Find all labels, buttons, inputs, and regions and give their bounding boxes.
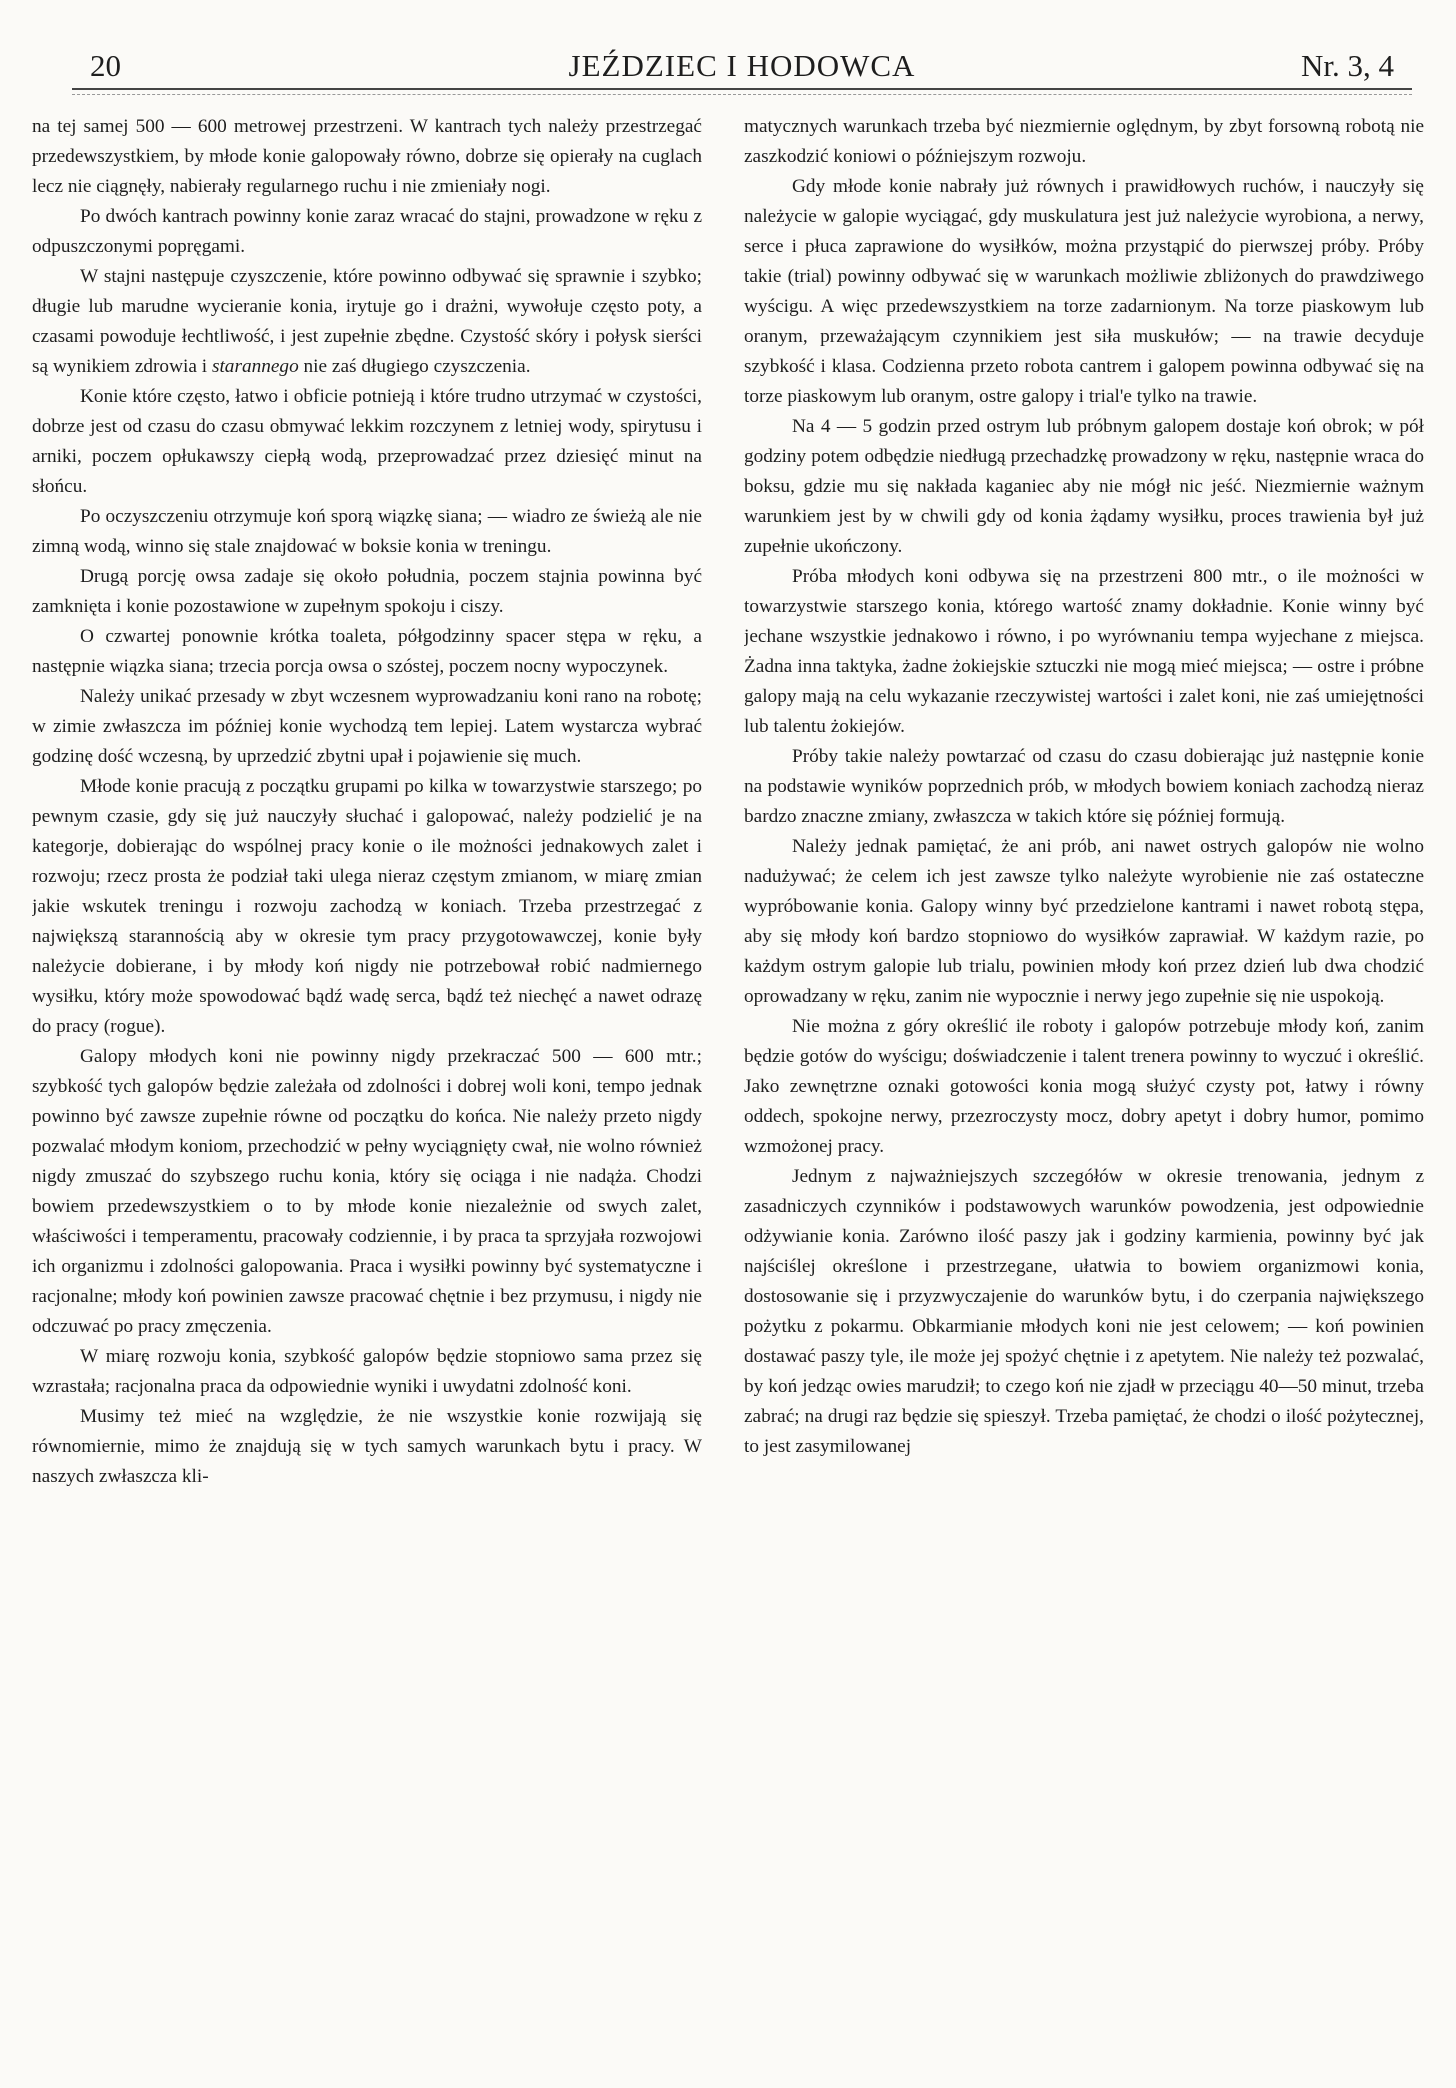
- paragraph: Po oczyszczeniu otrzymuje koń sporą wiązkę siana; — wiadro ze świeżą ale nie zimną wodą, winno się stale znajdować w boksie konia w treningu.: [32, 506, 702, 557]
- paragraph: Drugą porcję owsa zadaje się około południa, poczem stajnia powinna być zamknięta i konie pozostawione w zupełnym spokoju i ciszy.: [32, 566, 702, 617]
- paragraph: Próba młodych koni odbywa się na przestrzeni 800 mtr., o ile możności w towarzystwie starszego konia, którego wartość znamy dokładnie. Konie winny być jechane wszystkie jednakowo i równo, i po wyrównaniu tempa wyjechane z miejsca. Żadna inna taktyka, żadne żokiejskie sztuczki nie mogą mieć miejsca; — ostre i próbne galopy mają na celu wykazanie rzeczywistej wartości i zalet koni, nie zaś umiejętności lub talentu żokiejów.: [744, 566, 1424, 737]
- paragraph: Młode konie pracują z początku grupami po kilka w towarzystwie starszego; po pewnym czasie, gdy się już nauczyły słuchać i galopować, należy podzielić je na kategorje, dobierając do wspólnej pracy konie o ile możności jednakowych zalet i rozwoju; rzecz prosta że podział taki ulega nieraz częstym zmianom, w miarę zmian jakie wskutek treningu i rozwoju zachodzą w koniach. Trzeba przestrzegać z największą starannością aby w okresie tym pracy przygotowawczej, konie były należycie dobierane, i by młody koń nigdy nie potrzebował robić nadmiernego wysiłku, który może spowodować bądź wadę serca, bądź też niechęć a nawet odrazę do pracy (rogue).: [32, 776, 702, 1037]
- paragraph: matycznych warunkach trzeba być niezmiernie oględnym, by zbyt forsowną robotą nie zaszkodzić koniowi o późniejszym rozwoju.: [744, 116, 1424, 167]
- paragraph: Jednym z najważniejszych szczegółów w okresie trenowania, jednym z zasadniczych czynników i podstawowych warunków powodzenia, jest odpowiednie odżywianie konia. Zarówno ilość paszy jak i godziny karmienia, powinny być jak najściślej określone i przestrzegane, ułatwia to bowiem organizmowi konia, dostosowanie się i przyzwyczajenie do warunków bytu, i do czerpania największego pożytku z pokarmu. Obkarmianie młodych koni nie jest celowem; — koń powinien dostawać paszy tyle, ile może jej spożyć chętnie i z apetytem. Nie należy też pozwalać, by koń jedząc owies marudził; to czego koń nie zjadł w przeciągu 40—50 minut, trzeba zabrać; na drugi raz będzie się spieszył. Trzeba pamiętać, że chodzi o ilość pożytecznej, to jest zasymilowanej: [744, 1166, 1424, 1457]
- paragraph: Galopy młodych koni nie powinny nigdy przekraczać 500 — 600 mtr.; szybkość tych galopów będzie zależała od zdolności i dobrej woli koni, tempo jednak powinno być zawsze zupełnie równe od początku do końca. Nie należy przeto nigdy pozwalać młodym koniom, przechodzić w pełny wyciągnięty cwał, nie wolno również nigdy zmuszać do szybszego ruchu konia, który się ociąga i nie nadąża. Chodzi bowiem przedewszystkiem o to by młode konie niezależnie od swych zalet, właściwości i temperamentu, pracowały codziennie, i by praca ta sprzyjała rozwojowi ich organizmu i zdolności galopowania. Praca i wysiłki powinny być systematyczne i racjonalne; młody koń powinien zawsze pracować chętnie i bez przymusu, i nigdy nie odczuwać po pracy zmęczenia.: [32, 1046, 702, 1337]
- right-column: [744, 112, 1424, 2072]
- left-column: [32, 112, 702, 2072]
- italic-text: starannego: [211, 356, 299, 377]
- issue-number: Nr. 3, 4: [1301, 48, 1394, 83]
- paragraph: Musimy też mieć na względzie, że nie wszystkie konie rozwijają się równomiernie, mimo że znajdują się w tych samych warunkach bytu i pracy. W naszych zwłaszcza kli-: [32, 1406, 702, 1487]
- journal-title: JEŹDZIEC I HODOWCA: [568, 48, 916, 83]
- paragraph: Należy jednak pamiętać, że ani prób, ani nawet ostrych galopów nie wolno nadużywać; że celem ich jest zawsze tylko należyte wyrobienie nie zaś ostateczne wypróbowanie konia. Galopy winny być przedzielone kantrami i nawet robotą stępa, aby się młody koń bardzo stopniowo do wysiłków zaprawiał. W każdym razie, po każdym ostrym galopie lub trialu, powinien młody koń przez dzień lub dwa chodzić oprowadzany w ręku, zanim nie wypocznie i nerwy jego zupełnie się nie uspokoją.: [744, 836, 1424, 1007]
- page-header: [72, 44, 1412, 88]
- paragraph-text: nie zaś długiego czyszczenia.: [303, 356, 531, 377]
- header-rule: [72, 88, 1412, 90]
- paragraph: Gdy młode konie nabrały już równych i prawidłowych ruchów, i nauczyły się należycie w galopie wyciągać, gdy muskulatura jest już należycie wyrobiona, a nerwy, serce i płuca zaprawione do wysiłków, można przystąpić do pierwszej próby. Próby takie (trial) powinny odbywać się w warunkach możliwie zbliżonych do prawdziwego wyścigu. A więc przedewszystkiem na torze zadarnionym. Na torze piaskowym lub oranym, przeważającym czynnikiem jest siła muskułów; — na trawie decyduje szybkość i klasa. Codzienna przeto robota cantrem i galopem powinna odbywać się na torze piaskowym lub oranym, ostre galopy i trial'e tylko na trawie.: [744, 176, 1424, 407]
- page-number: 20: [90, 48, 121, 83]
- paragraph: Po dwóch kantrach powinny konie zaraz wracać do stajni, prowadzone w ręku z odpuszczonymi popręgami.: [32, 206, 702, 257]
- paragraph: O czwartej ponownie krótka toaleta, półgodzinny spacer stępa w ręku, a następnie wiązka siana; trzecia porcja owsa o szóstej, poczem nocny wypoczynek.: [32, 626, 702, 677]
- paragraph-text: W stajni następuje czyszczenie, które powinno odbywać się sprawnie i szybko; długie lub marudne wycieranie konia, irytuje go i drażni, wywołuje często poty, a czasami powoduje łechtliwość, i jest zupełnie zbędne. Czystość skóry i połysk sierści są wynikiem zdrowia i: [32, 266, 702, 377]
- paragraph: na tej samej 500 — 600 metrowej przestrzeni. W kantrach tych należy przestrzegać przedewszystkiem, by młode konie galopowały równo, dobrze się opierały na cuglach lecz nie ciągnęły, nabierały regularnego ruchu i nie zmieniały nogi.: [32, 116, 702, 197]
- paragraph: Konie które często, łatwo i obficie potnieją i które trudno utrzymać w czystości, dobrze jest od czasu do czasu obmywać lekkim rozczynem z letniej wody, spirytusu i arniki, poczem opłukawszy ciepłą wodą, przeprowadzać przez dziesięć minut na słońcu.: [32, 386, 702, 497]
- paragraph: Próby takie należy powtarzać od czasu do czasu dobierając już następnie konie na podstawie wyników poprzednich prób, w młodych bowiem koniach zachodzą nieraz bardzo znaczne zmiany, zwłaszcza w takich które się później formują.: [744, 746, 1424, 827]
- paragraph: [32, 262, 702, 382]
- header-rule-secondary: [72, 94, 1412, 95]
- paragraph: Nie można z góry określić ile roboty i galopów potrzebuje młody koń, zanim będzie gotów do wyścigu; doświadczenie i talent trenera powinny to wyczuć i określić. Jako zewnętrzne oznaki gotowości konia mogą służyć czysty pot, łatwy i równy oddech, spokojne nerwy, przezroczysty mocz, dobry apetyt i dobry humor, pomimo wzmożonej pracy.: [744, 1016, 1424, 1157]
- paragraph: Należy unikać przesady w zbyt wczesnem wyprowadzaniu koni rano na robotę; w zimie zwłaszcza im później konie wychodzą tem lepiej. Latem wystarcza wybrać godzinę dość wczesną, by uprzedzić zbytni upał i pojawienie się much.: [32, 686, 702, 767]
- paragraph: W miarę rozwoju konia, szybkość galopów będzie stopniowo sama przez się wzrastała; racjonalna praca da odpowiednie wyniki i uwydatni zdolność koni.: [32, 1346, 702, 1397]
- paragraph: Na 4 — 5 godzin przed ostrym lub próbnym galopem dostaje koń obrok; w pół godziny potem odbędzie niedługą przechadzkę prowadzony w ręku, następnie wraca do boksu, gdzie mu się nakłada kaganiec aby nie mógł nic jeść. Niezmiernie ważnym warunkiem jest by w chwili gdy od konia żądamy wysiłku, proces trawienia był już zupełnie ukończony.: [744, 416, 1424, 557]
